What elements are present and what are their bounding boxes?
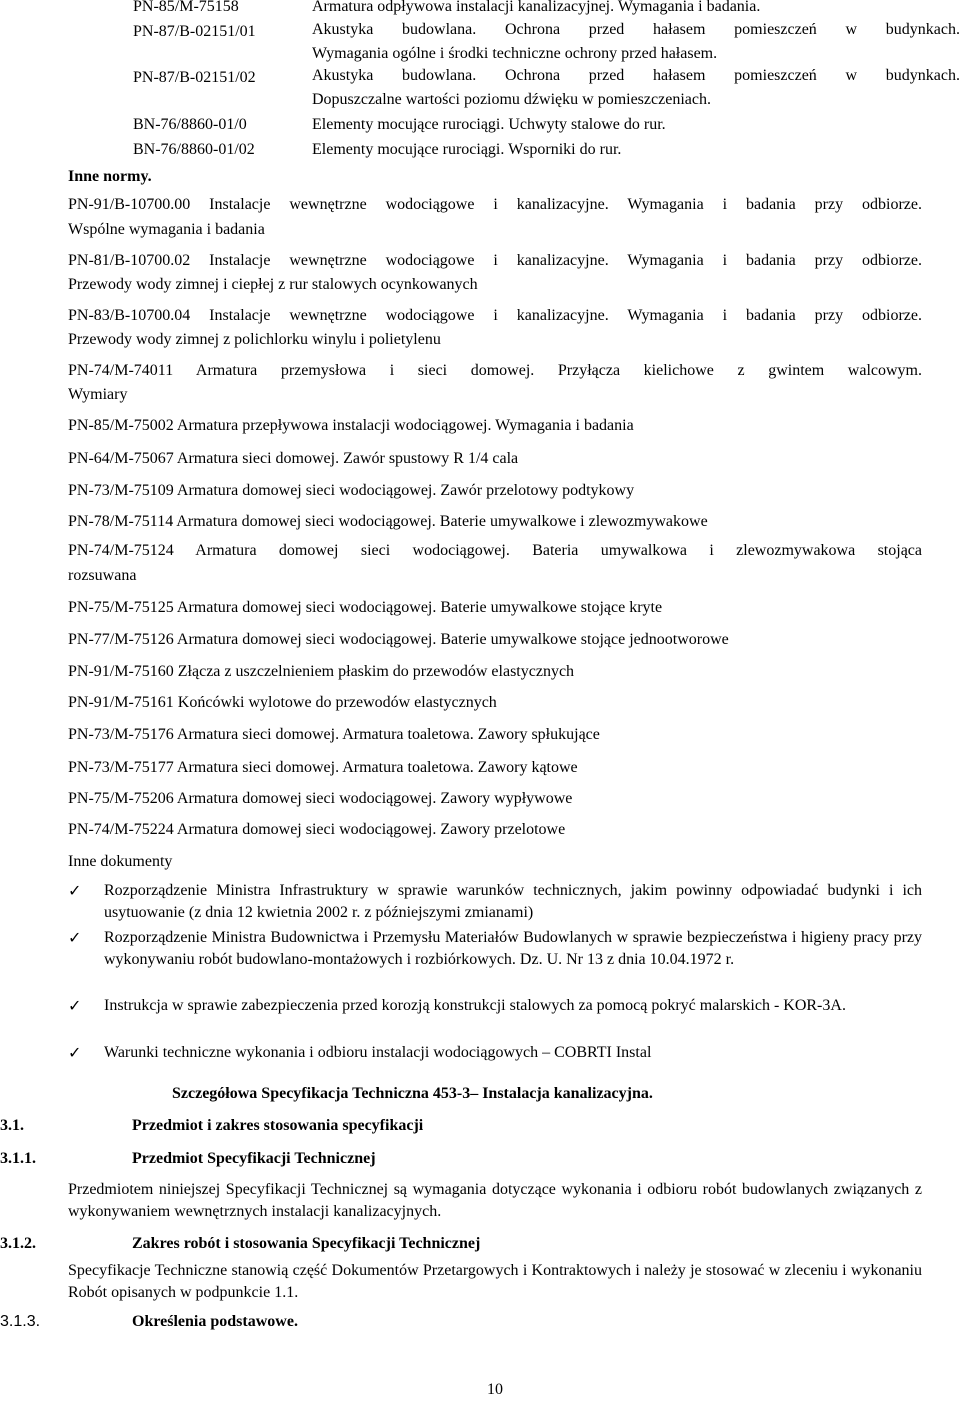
norm-item-cont: Wspólne wymagania i badania [68, 221, 265, 238]
norm-item-cont: Przewody wody zimnej i ciepłej z rur stalowych ocynkowanych [68, 276, 478, 293]
page-number: 10 [487, 1381, 503, 1398]
norm-item: PN-74/M-75224 Armatura domowej sieci wodociągowej. Zawory przelotowe [68, 821, 566, 838]
section-number: 3.1.3. [0, 1313, 41, 1330]
norm-code: BN-76/8860-01/02 [133, 141, 255, 158]
norm-item-cont: rozsuwana [68, 567, 137, 584]
norm-desc: Elementy mocujące rurociągi. Uchwyty stalowe do rur. [312, 116, 666, 133]
norm-item-cont: Przewody wody zimnej z polichlorku winylu i polietylenu [68, 331, 441, 348]
section-title: Zakres robót i stosowania Specyfikacji Technicznej [132, 1235, 481, 1252]
section-body: Specyfikacje Techniczne stanowią część Dokumentów Przetargowych i Kontraktowych i należy je stosować w zleceniu i wykonaniu Robót opisanych w podpunkcie 1.1. [68, 1262, 922, 1301]
norm-item: PN-73/M-75177 Armatura sieci domowej. Armatura toaletowa. Zawory kątowe [68, 759, 578, 776]
inne-normy-heading: Inne normy. [68, 168, 152, 185]
norm-item: PN-78/M-75114 Armatura domowej sieci wodociągowej. Baterie umywalkowe i zlewozmywakowe [68, 513, 708, 530]
norm-desc: Wymagania ogólne i środki techniczne ochrony przed hałasem. [312, 45, 718, 62]
norm-code: PN-87/B-02151/01 [133, 23, 256, 40]
norm-item: PN-91/M-75160 Złącza z uszczelnieniem płaskim do przewodów elastycznych [68, 663, 575, 680]
section-number: 3.1. [0, 1117, 24, 1134]
section-title: Przedmiot i zakres stosowania specyfikacji [132, 1117, 424, 1134]
norm-desc: Akustyka budowlana. Ochrona przed hałasem pomieszczeń w budynkach. [312, 67, 960, 84]
norm-item: PN-74/M-75124 Armatura domowej sieci wodociągowej. Bateria umywalkowa i zlewozmywakowa stojąca [68, 542, 922, 559]
checkmark-icon: ✓ [68, 928, 82, 947]
document-item: Rozporządzenie Ministra Infrastruktury w sprawie warunków technicznych, jakim powinny odpowiadać budynki i ich usytuowanie (z dnia 12 kwietnia 2002 r. z późniejszymi zmianami) [104, 882, 922, 921]
norm-item: PN-83/B-10700.04 Instalacje wewnętrzne wodociągowe i kanalizacyjne. Wymagania i badania przy odbiorze. [68, 307, 922, 324]
norm-desc: Akustyka budowlana. Ochrona przed hałasem pomieszczeń w budynkach. [312, 21, 960, 38]
checkmark-icon: ✓ [68, 1043, 82, 1062]
document-item: Instrukcja w sprawie zabezpieczenia przed korozją konstrukcji stalowych za pomocą pokryć malarskich - KOR-3A. [104, 997, 846, 1014]
section-number: 3.1.2. [0, 1235, 36, 1252]
norm-item: PN-73/M-75176 Armatura sieci domowej. Armatura toaletowa. Zawory spłukujące [68, 726, 600, 743]
norm-item: PN-91/B-10700.00 Instalacje wewnętrzne wodociągowe i kanalizacyjne. Wymagania i badania przy odbiorze. [68, 196, 922, 213]
norm-item-cont: Wymiary [68, 386, 128, 403]
norm-code: PN-87/B-02151/02 [133, 69, 256, 86]
section-title: Określenia podstawowe. [132, 1313, 298, 1330]
norm-item: PN-74/M-74011 Armatura przemysłowa i sieci domowej. Przyłącza kielichowe z gwintem walcowym. [68, 362, 922, 379]
norm-item: PN-91/M-75161 Końcówki wylotowe do przewodów elastycznych [68, 694, 497, 711]
checkmark-icon: ✓ [68, 996, 82, 1015]
norm-desc: Dopuszczalne wartości poziomu dźwięku w pomieszczeniach. [312, 91, 711, 108]
norm-item: PN-85/M-75002 Armatura przepływowa instalacji wodociągowej. Wymagania i badania [68, 417, 634, 434]
spec-title: Szczegółowa Specyfikacja Techniczna 453-3– Instalacja kanalizacyjna. [172, 1085, 653, 1102]
norm-code: PN-85/M-75158 [133, 0, 239, 15]
document-item: Rozporządzenie Ministra Budownictwa i Przemysłu Materiałów Budowlanych w sprawie bezpieczeństwa i higieny pracy przy wykonywaniu robót budowlano-montażowych i rozbiórkowych. Dz. U. Nr 13 z dnia 10.04.1972 r. [104, 929, 922, 968]
norm-code: BN-76/8860-01/0 [133, 116, 247, 133]
norm-item: PN-64/M-75067 Armatura sieci domowej. Zawór spustowy R 1/4 cala [68, 450, 519, 467]
norm-item: PN-75/M-75125 Armatura domowej sieci wodociągowej. Baterie umywalkowe stojące kryte [68, 599, 663, 616]
norm-item: PN-73/M-75109 Armatura domowej sieci wodociągowej. Zawór przelotowy podtykowy [68, 482, 635, 499]
norm-desc: Elementy mocujące rurociągi. Wsporniki do rur. [312, 141, 622, 158]
norm-desc: Armatura odpływowa instalacji kanalizacyjnej. Wymagania i badania. [312, 0, 761, 15]
norm-item: PN-75/M-75206 Armatura domowej sieci wodociągowej. Zawory wypływowe [68, 790, 573, 807]
norm-item: PN-81/B-10700.02 Instalacje wewnętrzne wodociągowe i kanalizacyjne. Wymagania i badania przy odbiorze. [68, 252, 922, 269]
checkmark-icon: ✓ [68, 881, 82, 900]
section-number: 3.1.1. [0, 1150, 36, 1167]
document-item: Warunki techniczne wykonania i odbioru instalacji wodociągowych – COBRTI Instal [104, 1044, 652, 1061]
section-title: Przedmiot Specyfikacji Technicznej [132, 1150, 376, 1167]
section-body: Przedmiotem niniejszej Specyfikacji Technicznej są wymagania dotyczące wykonania i odbioru robót budowlanych związanych z wykonywaniem wewnętrznych instalacji kanalizacyjnych. [68, 1181, 922, 1220]
inne-dokumenty-heading: Inne dokumenty [68, 853, 173, 870]
norm-item: PN-77/M-75126 Armatura domowej sieci wodociągowej. Baterie umywalkowe stojące jednootworowe [68, 631, 729, 648]
